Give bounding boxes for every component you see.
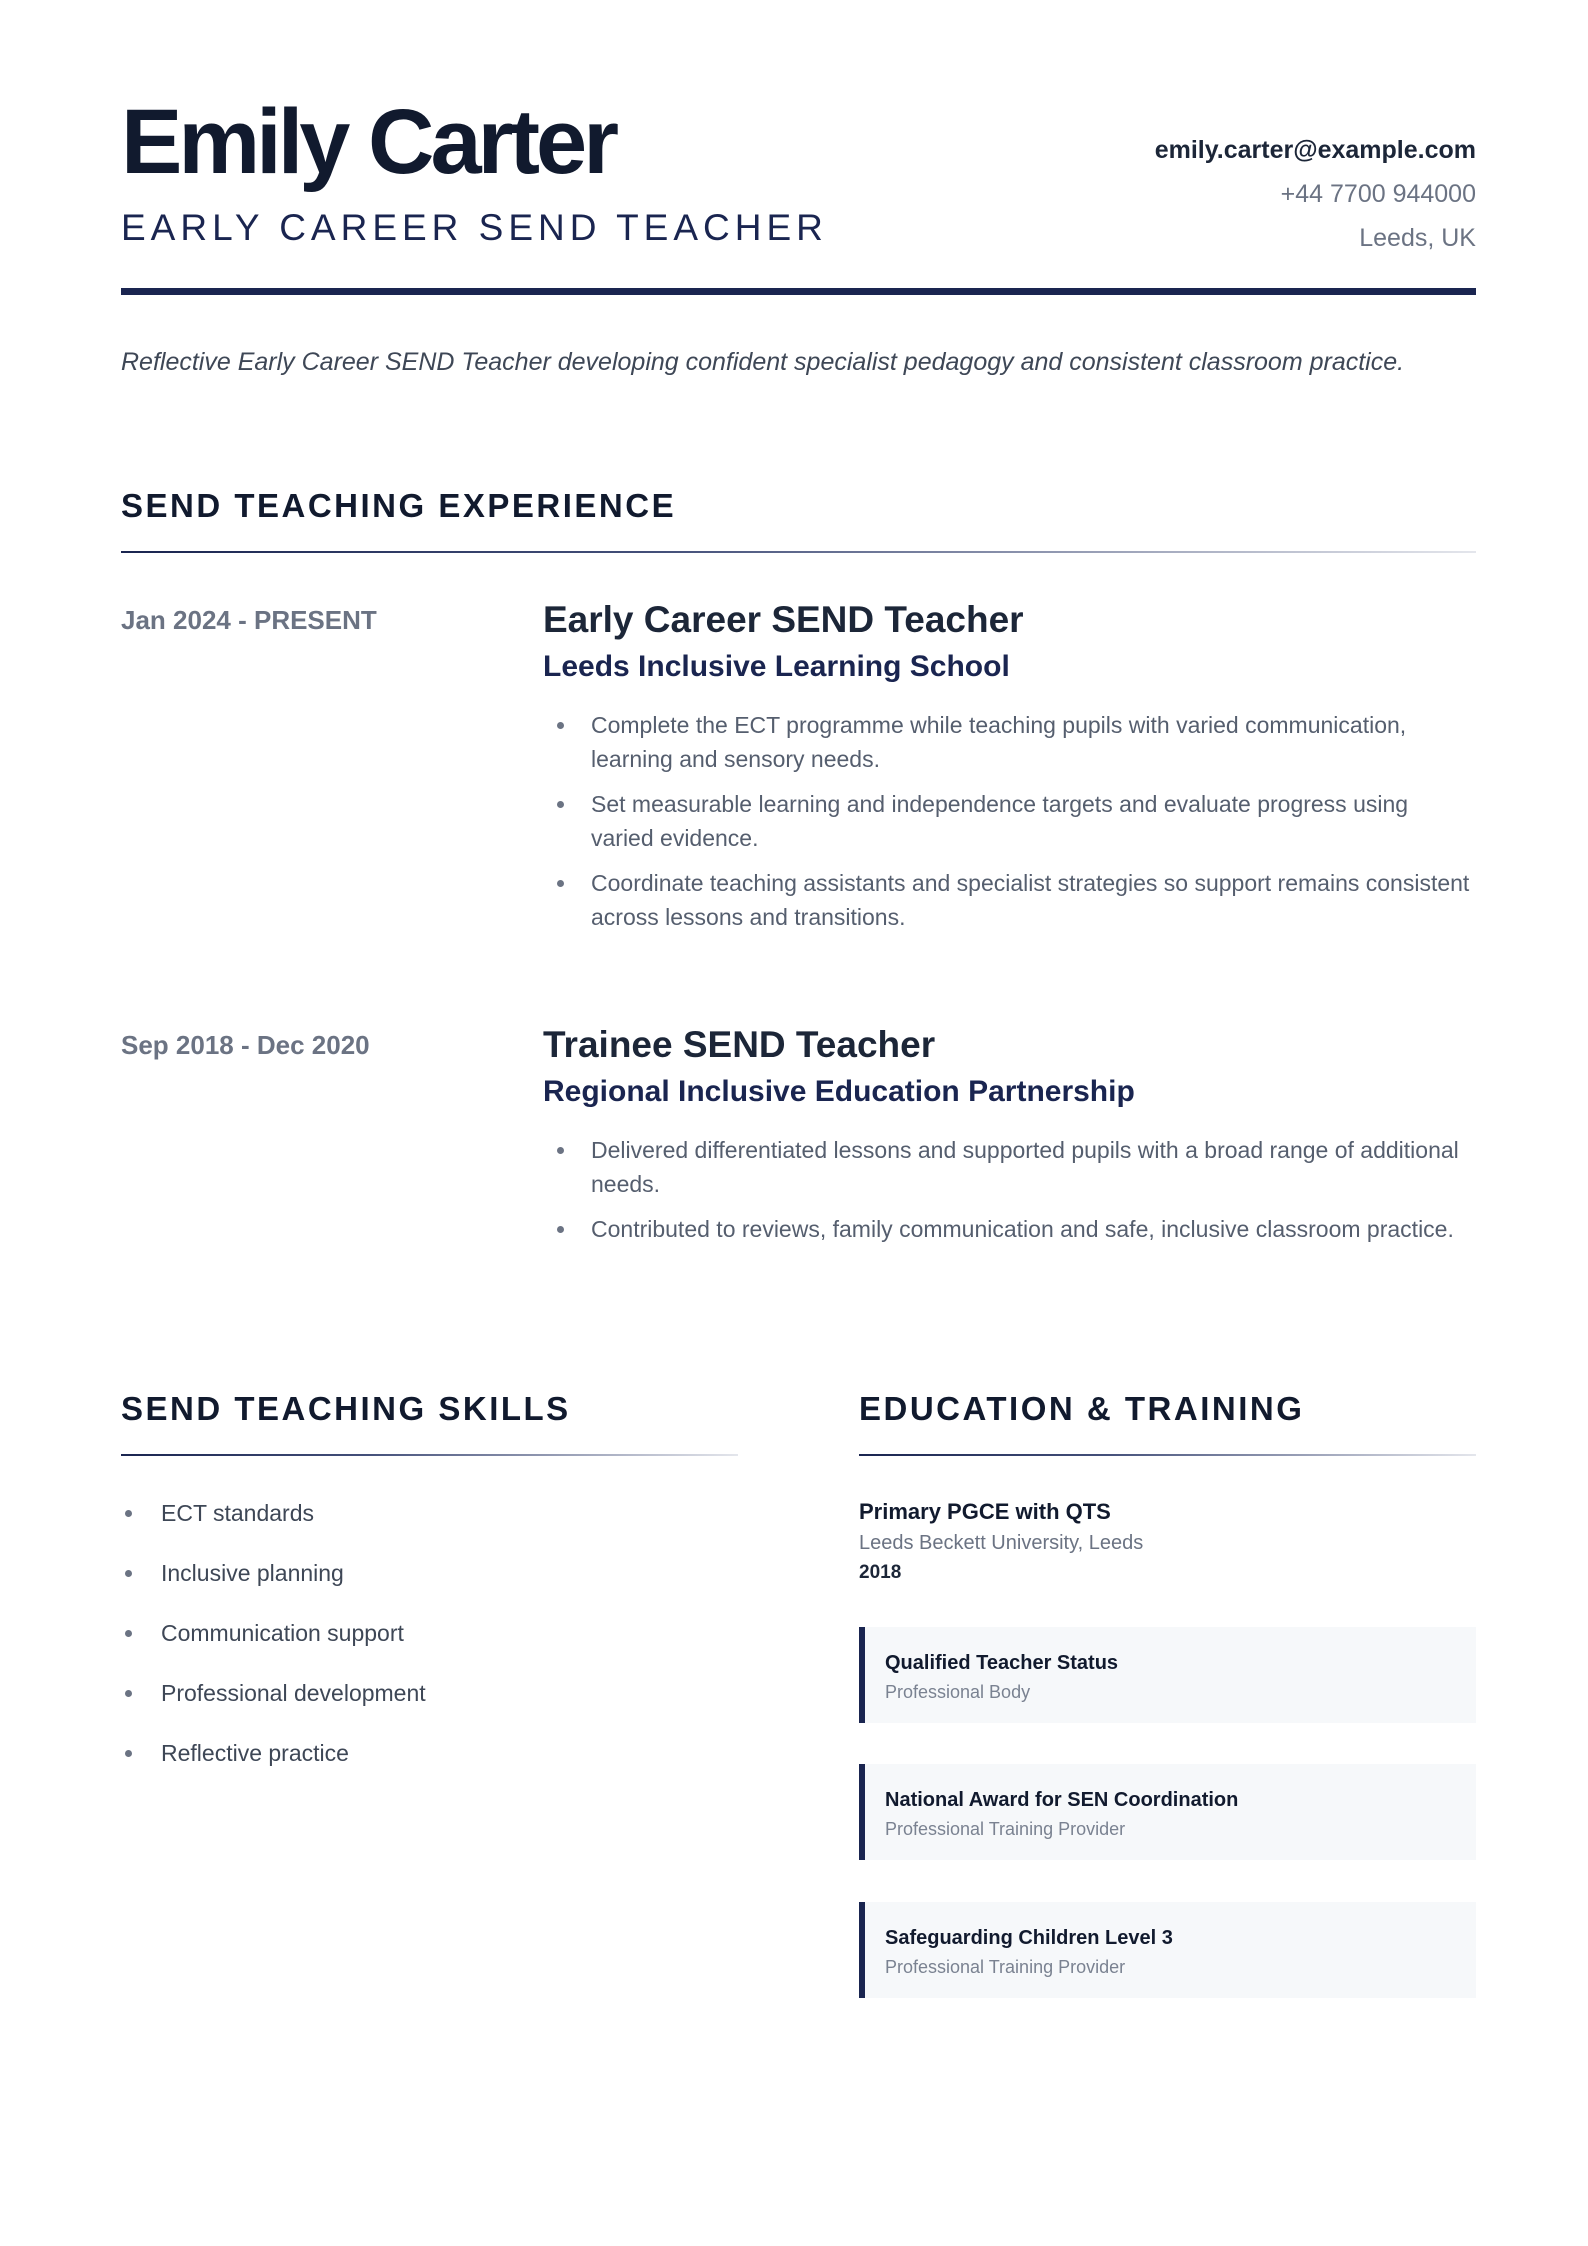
education-section-title: EDUCATION & TRAINING [859,1390,1305,1427]
job-content [543,1021,1476,1257]
profile-summary: Reflective Early Career SEND Teacher developing confident specialist pedagogy and consistent classroom practice. [121,348,1405,376]
cert-title: Qualified Teacher Status [885,1652,1119,1674]
skills-divider [121,1454,738,1456]
job-bullet: Delivered differentiated lessons and supported pupils with a broad range of additional needs. [543,1133,1476,1201]
contact-email[interactable]: emily.carter@example.com [1154,136,1476,164]
cert-issuer: Professional Body [885,1682,1031,1702]
job-bullet: Contributed to reviews, family communication and safe, inclusive classroom practice. [543,1212,1476,1246]
job-bullet: Coordinate teaching assistants and specialist strategies so support remains consistent across lessons and transitions. [543,866,1476,934]
experience-divider [121,551,1476,553]
candidate-role: EARLY CAREER SEND TEACHER [121,207,828,248]
cert-title: National Award for SEN Coordination [885,1789,1239,1811]
job-bullets [543,1133,1476,1246]
degree-school: Leeds Beckett University, Leeds [859,1532,1144,1554]
skill-item: Communication support [121,1616,426,1650]
cert-title: Safeguarding Children Level 3 [885,1927,1173,1949]
education-divider [859,1454,1476,1456]
job-bullet: Complete the ECT programme while teaching pupils with varied communication, learning and sensory needs. [543,708,1476,776]
certification-card [859,1627,1476,1723]
cert-issuer: Professional Training Provider [885,1819,1126,1839]
degree-year: 2018 [859,1562,902,1583]
job-dates: Sep 2018 - Dec 2020 [121,1030,370,1060]
skill-item: ECT standards [121,1496,426,1530]
job-title: Early Career SEND Teacher [543,599,1024,640]
job-organization: Leeds Inclusive Learning School [543,650,1010,683]
job-content [543,596,1476,945]
skills-list [121,1496,426,1796]
contact-location: Leeds, UK [1359,224,1476,252]
job-title: Trainee SEND Teacher [543,1024,936,1065]
certification-card [859,1764,1476,1860]
skills-section-title: SEND TEACHING SKILLS [121,1390,571,1427]
job-organization: Regional Inclusive Education Partnership [543,1075,1135,1108]
skill-item: Reflective practice [121,1736,426,1770]
job-bullets [543,708,1476,934]
resume-page [121,0,1476,2246]
cert-issuer: Professional Training Provider [885,1957,1126,1977]
resume-header [121,92,1476,292]
skill-item: Professional development [121,1676,426,1710]
experience-section-title: SEND TEACHING EXPERIENCE [121,487,677,524]
contact-phone: +44 7700 944000 [1280,180,1476,208]
job-dates: Jan 2024 - PRESENT [121,605,377,635]
job-bullet: Set measurable learning and independence targets and evaluate progress using varied evidence. [543,787,1476,855]
candidate-name: Emily Carter [121,91,616,193]
certification-card [859,1902,1476,1998]
education-degree [859,1496,1476,1588]
degree-title: Primary PGCE with QTS [859,1499,1111,1524]
skill-item: Inclusive planning [121,1556,426,1590]
header-divider [121,288,1476,295]
contact-block [1155,128,1476,260]
